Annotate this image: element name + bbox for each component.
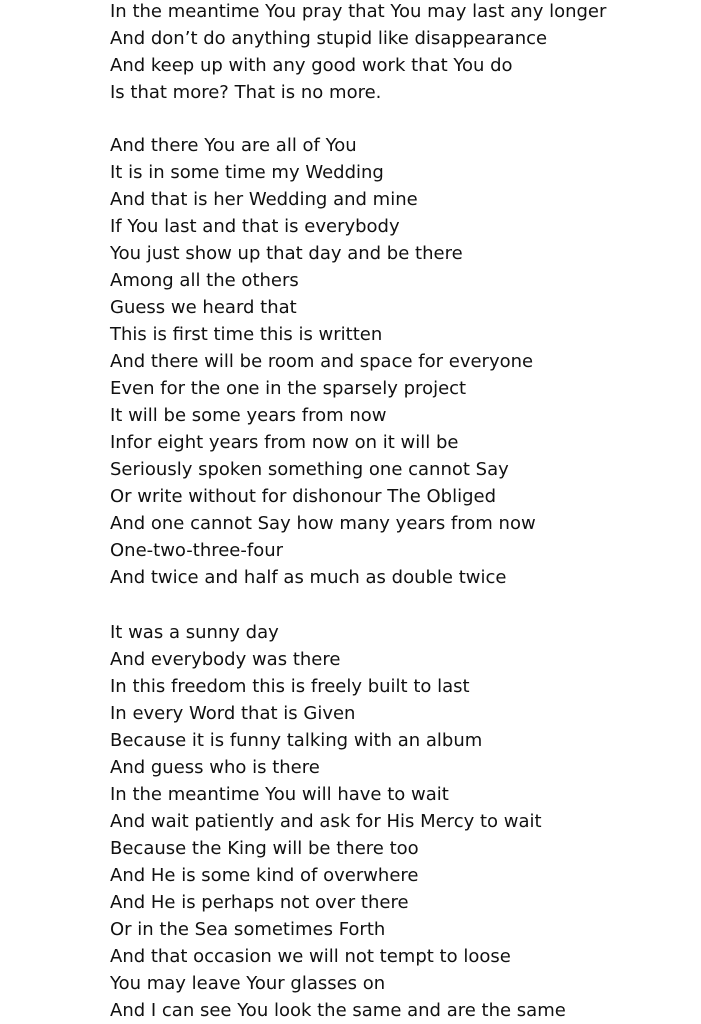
poem-line: And He is some kind of overwhere — [110, 865, 419, 886]
poem-line: Seriously spoken something one cannot Say — [110, 459, 509, 480]
poem-line: In every Word that is Given — [110, 703, 356, 724]
poem-line: Among all the others — [110, 270, 299, 291]
poem-line: Or in the Sea sometimes Forth — [110, 919, 386, 940]
poem-line: It will be some years from now — [110, 405, 387, 426]
stanza-1 — [110, 0, 606, 106]
poem-line: And keep up with any good work that You do — [110, 55, 513, 76]
poem-line: In the meantime You will have to wait — [110, 784, 449, 805]
poem-line: In this freedom this is freely built to last — [110, 676, 470, 697]
poem-line: Guess we heard that — [110, 297, 297, 318]
poem-line: And guess who is there — [110, 757, 320, 778]
poem-line: And that is her Wedding and mine — [110, 189, 418, 210]
poem-line: Because it is funny talking with an album — [110, 730, 483, 751]
poem-line: Even for the one in the sparsely project — [110, 378, 467, 399]
poem-line: You may leave Your glasses on — [110, 973, 386, 994]
poem-line: Or write without for dishonour The Obliged — [110, 486, 497, 507]
poem-line: This is first time this is written — [110, 324, 383, 345]
poem-line: It was a sunny day — [110, 622, 279, 643]
poem-line: And He is perhaps not over there — [110, 892, 409, 913]
poem-line: And twice and half as much as double twice — [110, 567, 507, 588]
poem-line: Because the King will be there too — [110, 838, 419, 859]
poem-line: And that occasion we will not tempt to loose — [110, 946, 511, 967]
poem-line: And one cannot Say how many years from now — [110, 513, 536, 534]
poem-line: Infor eight years from now on it will be — [110, 432, 459, 453]
poem-line: And wait patiently and ask for His Mercy to wait — [110, 811, 542, 832]
stanza-3 — [110, 619, 566, 1024]
poem-line: Is that more? That is no more. — [110, 82, 382, 103]
poem-line: It is in some time my Wedding — [110, 162, 384, 183]
poem-line: If You last and that is everybody — [110, 216, 400, 237]
poem-line: And everybody was there — [110, 649, 341, 670]
poem-line: And don’t do anything stupid like disappearance — [110, 28, 548, 49]
poem-line: And there will be room and space for everyone — [110, 351, 534, 372]
stanza-2 — [110, 132, 536, 591]
poem-line: And there You are all of You — [110, 135, 357, 156]
poem-line: You just show up that day and be there — [110, 243, 463, 264]
poem-line: And I can see You look the same and are the same — [110, 1000, 566, 1021]
poem-line: One-two-three-four — [110, 540, 284, 561]
poem-line: In the meantime You pray that You may last any longer — [110, 1, 607, 22]
